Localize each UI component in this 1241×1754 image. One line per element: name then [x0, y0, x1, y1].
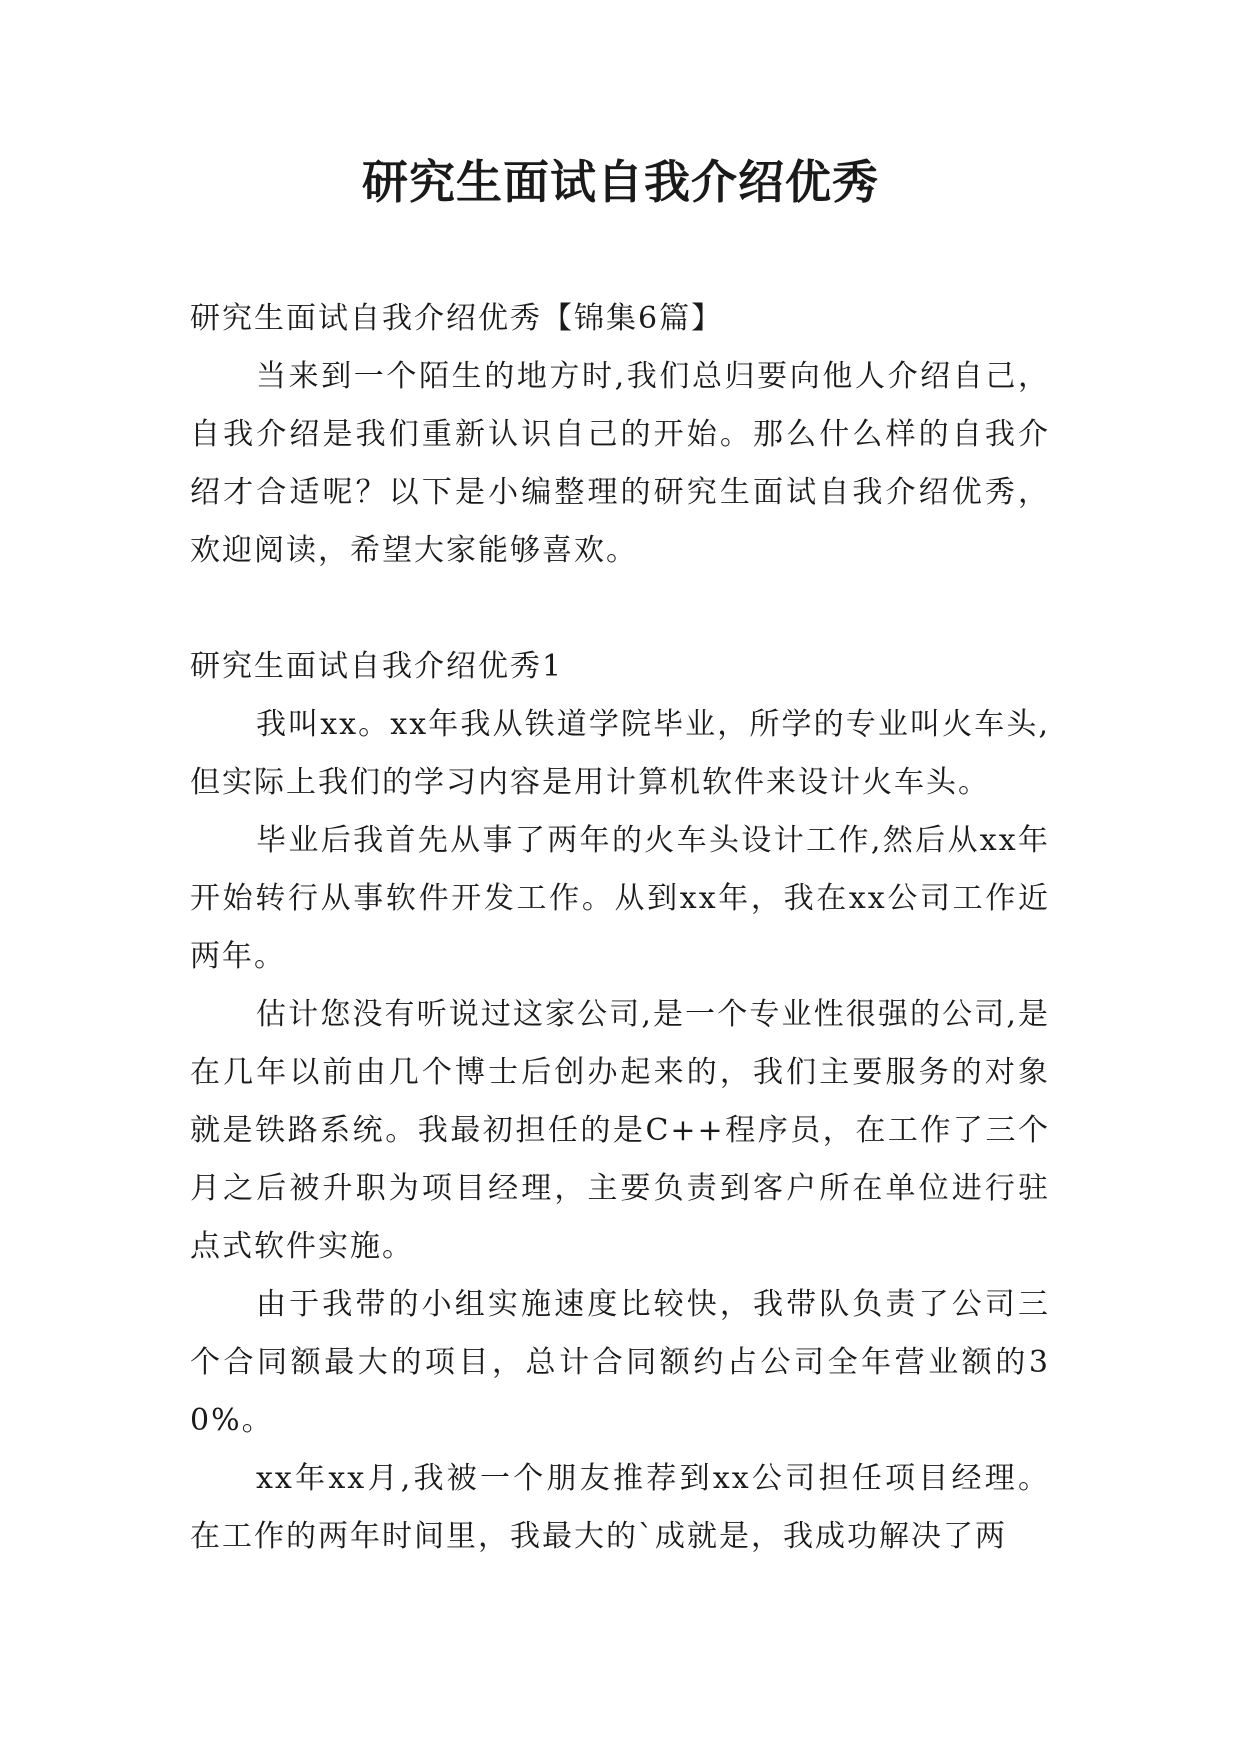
document-title: 研究生面试自我介绍优秀 [362, 155, 879, 209]
body-paragraph: 估计您没有听说过这家公司,是一个专业性很强的公司,是在几年以前由几个博士后创办起来的，我们主要服务的对象就是铁路系统。我最初担任的是C++程序员，在工作了三个月之后被升职为项目经理，主要负责到客户所在单位进行驻点式软件实施。 [190, 997, 1050, 1264]
body-paragraph: 毕业后我首先从事了两年的火车头设计工作,然后从xx年开始转行从事软件开发工作。从到xx年，我在xx公司工作近两年。 [190, 823, 1050, 974]
body-paragraph: xx年xx月,我被一个朋友推荐到xx公司担任项目经理。在工作的两年时间里，我最大的`成就是，我成功解决了两 [190, 1461, 1050, 1554]
spacer [190, 580, 1050, 638]
body-paragraph: 我叫xx。xx年我从铁道学院毕业，所学的专业叫火车头,但实际上我们的学习内容是用计算机软件来设计火车头。 [190, 707, 1050, 800]
document-subtitle: 研究生面试自我介绍优秀【锦集6篇】 [190, 301, 724, 336]
section-heading: 研究生面试自我介绍优秀1 [190, 649, 564, 684]
body-paragraph: 由于我带的小组实施速度比较快，我带队负责了公司三个合同额最大的项目，总计合同额约占公司全年营业额的30%。 [190, 1287, 1050, 1438]
intro-paragraph: 当来到一个陌生的地方时,我们总归要向他人介绍自己，自我介绍是我们重新认识自己的开始。那么什么样的自我介绍才合适呢？以下是小编整理的研究生面试自我介绍优秀，欢迎阅读，希望大家能够喜欢。 [190, 359, 1050, 568]
document-body [190, 290, 1050, 1566]
